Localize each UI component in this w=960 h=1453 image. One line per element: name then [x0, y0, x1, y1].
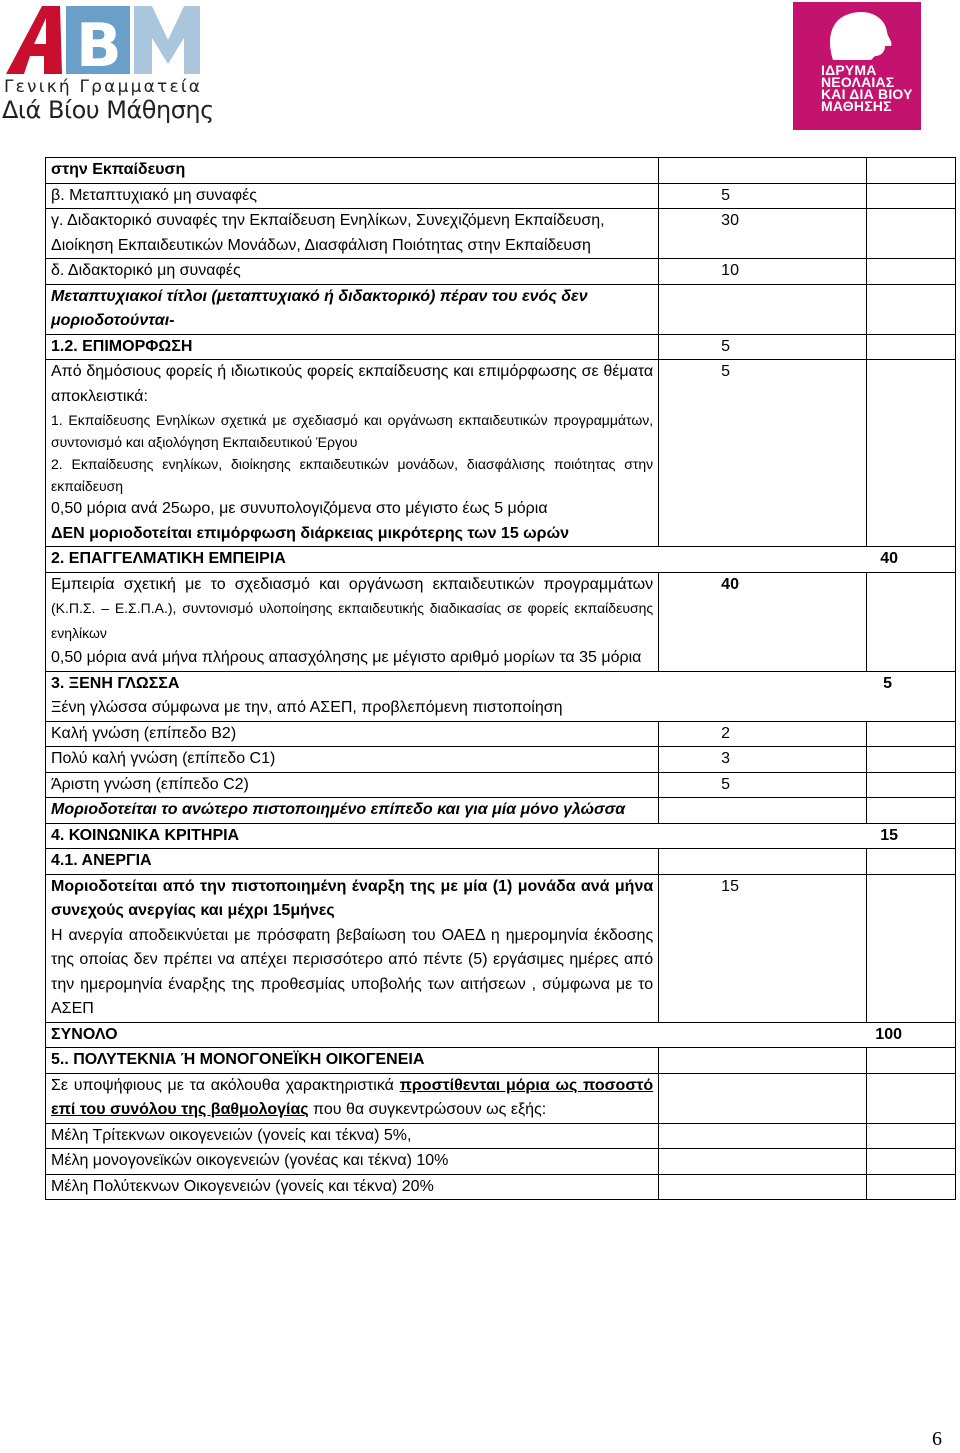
cell-total [866, 360, 955, 547]
cell-points [659, 1073, 866, 1123]
cell-text: Άριστη γνώση (επίπεδο C2) [46, 772, 659, 798]
paragraph: 0,50 μόρια ανά μήνα πλήρους απασχόλησης με μέγιστο αριθμό μορίων τα 35 μόρια [51, 649, 642, 666]
cell-text: δ. Διδακτορικό μη συναφές [46, 259, 659, 285]
cell-points [659, 1149, 866, 1175]
cell-total [866, 158, 955, 184]
cell-total [866, 572, 955, 671]
cell-total [866, 259, 955, 285]
text-part-emphasis: προστίθενται μόρια ως ποσοστό επί του συνόλου της βαθμολογίας [51, 1076, 654, 1118]
svg-text:B: B [76, 11, 122, 79]
cell-text: Μεταπτυχιακοί τίτλοι (μεταπτυχιακό ή διδακτορικό) πέραν του ενός δεν μοριοδοτούνται- [46, 284, 659, 334]
page-number: 6 [932, 1428, 942, 1450]
cell-text: Μέλη Πολύτεκνων Οικογενειών (γονείς και τέκνα) 20% [46, 1174, 659, 1200]
total-row [46, 1022, 956, 1048]
table-row [46, 572, 956, 671]
table-row [46, 1149, 956, 1175]
table-row [46, 823, 956, 849]
abm-logo-mark [4, 4, 200, 79]
text-part: Σε υποψήφιους με τα ακόλουθα χαρακτηριστικά [51, 1076, 400, 1094]
section-points: 15 [880, 826, 898, 844]
cell-total [866, 874, 955, 1022]
table-row [46, 284, 956, 334]
logo-line-1: Γενική Γραμματεία [4, 77, 203, 97]
cell-text [46, 1073, 659, 1123]
logo-text-line: ΜΑΘΗΣΗΣ [821, 98, 892, 114]
table-row [46, 1048, 956, 1074]
table-row [46, 849, 956, 875]
cell-text: στην Εκπαίδευση [46, 158, 659, 184]
cell-text [46, 360, 659, 547]
table-row [46, 874, 956, 1022]
logo-line-2: Διά Βίου Μάθησης [2, 96, 214, 124]
total-value: 100 [875, 1025, 902, 1043]
logo-text-line: ΝΕΟΛΑΙΑΣ [821, 74, 895, 90]
cell-total [866, 1174, 955, 1200]
logo-text [821, 64, 913, 112]
table-row [46, 671, 956, 721]
paragraph-part: Εμπειρία σχετική με το σχεδιασμό και οργάνωση εκπαιδευτικών προγραμμάτων [51, 575, 654, 593]
total-label: ΣΥΝΟΛΟ [51, 1025, 118, 1043]
table-row [46, 334, 956, 360]
logo-text-line: ΙΔΡΥΜΑ [821, 62, 877, 78]
section-points: 5 [883, 674, 892, 692]
text-part: που θα συγκεντρώσουν ως εξής: [308, 1101, 547, 1118]
table-row [46, 747, 956, 773]
cell-total [866, 1149, 955, 1175]
cell-points: 30 [659, 209, 866, 259]
paragraph: 1. Εκπαίδευσης Ενηλίκων σχετικά με σχεδιασμό και οργάνωση εκπαιδευτικών προγραμμάτων, συντονισμό και αξιολόγηση Εκπαιδευτικού Έργου [51, 412, 654, 450]
cell-points [659, 284, 866, 334]
cell-total [866, 209, 955, 259]
cell-total [866, 747, 955, 773]
cell-points [659, 798, 866, 824]
cell-total [866, 721, 955, 747]
cell-points: 5 [659, 360, 866, 547]
cell-points: 10 [659, 259, 866, 285]
paragraph: ΔΕΝ μοριοδοτείται επιμόρφωση διάρκειας μικρότερης των 15 ωρών [51, 524, 569, 542]
idryma-neolaias-logo [793, 2, 921, 130]
table-row [46, 1123, 956, 1149]
table-row [46, 360, 956, 547]
section-title: 3. ΞΕΝΗ ΓΛΩΣΣΑ [51, 674, 180, 692]
table-row [46, 259, 956, 285]
table-row [46, 183, 956, 209]
paragraph: Ξένη γλώσσα σύμφωνα με την, από ΑΣΕΠ, προβλεπόμενη πιστοποίηση [51, 699, 563, 716]
cell-text: γ. Διδακτορικό συναφές την Εκπαίδευση Ενηλίκων, Συνεχιζόμενη Εκπαίδευση, Διοίκηση Εκπαιδευτικών Μονάδων, Διασφάλιση Ποιότητας στην Εκπαίδευση [46, 209, 659, 259]
paragraph: Η ανεργία αποδεικνύεται με πρόσφατη βεβαίωση του ΟΑΕΔ η ημερομηνία έκδοσης της οποίας δεν πρέπει να απέχει περισσότερο από πέντε (5) εργάσιμες ημέρες από την ημερομηνία έναρξης της προθεσμίας υποβολής των αιτήσεων , σύμφωνα με το ΑΣΕΠ [51, 926, 654, 1017]
table-row [46, 772, 956, 798]
cell-total [866, 284, 955, 334]
paragraph: Μοριοδοτείται από την πιστοποιημένη έναρξη της με μία (1) μονάδα ανά μήνα συνεχούς ανεργίας και μέχρι 15μήνες [51, 877, 654, 919]
cell-text [46, 572, 659, 671]
section-heading: 1.2. ΕΠΙΜΟΡΦΩΣΗ [46, 334, 659, 360]
cell-points [659, 1123, 866, 1149]
table-row [46, 721, 956, 747]
table-row [46, 798, 956, 824]
table-row [46, 547, 956, 573]
cell-total [866, 798, 955, 824]
cell-text: β. Μεταπτυχιακό μη συναφές [46, 183, 659, 209]
scoring-table [45, 157, 956, 1200]
cell-points: 5 [659, 334, 866, 360]
paragraph: Από δημόσιους φορείς ή ιδιωτικούς φορείς εκπαίδευσης και επιμόρφωσης σε θέματα αποκλειστικά: [51, 363, 654, 405]
cell-points: 5 [659, 183, 866, 209]
cell-text: Μέλη Τρίτεκνων οικογενειών (γονείς και τέκνα) 5%, [46, 1123, 659, 1149]
table-row [46, 158, 956, 184]
cell-points [659, 158, 866, 184]
table-row [46, 209, 956, 259]
section-heading [46, 547, 956, 573]
section-heading [46, 823, 956, 849]
cell-points [659, 849, 866, 875]
cell-text: Καλή γνώση (επίπεδο Β2) [46, 721, 659, 747]
cell-text: Μοριοδοτείται το ανώτερο πιστοποιημένο επίπεδο και για μία μόνο γλώσσα [46, 798, 659, 824]
section-title: 2. ΕΠΑΓΓΕΛΜΑΤΙΚΗ ΕΜΠΕΙΡΙΑ [51, 550, 286, 567]
section-heading [46, 671, 956, 721]
cell-points [659, 1048, 866, 1074]
paragraph: 2. Εκπαίδευσης ενηλίκων, διοίκησης εκπαιδευτικών μονάδων, διασφάλισης ποιότητας στην εκπαίδευση [51, 456, 654, 494]
cell-total [866, 1123, 955, 1149]
section-points: 40 [880, 550, 898, 567]
cell-total [866, 1073, 955, 1123]
cell-total [866, 1048, 955, 1074]
section-heading: 4.1. ΑΝΕΡΓΙΑ [46, 849, 659, 875]
cell-total [866, 849, 955, 875]
cell-text: Πολύ καλή γνώση (επίπεδο C1) [46, 747, 659, 773]
cell-text [46, 874, 659, 1022]
section-heading: 5.. ΠΟΛΥΤΕΚΝΙΑ Ή ΜΟΝΟΓΟΝΕΪΚΗ ΟΙΚΟΓΕΝΕΙΑ [46, 1048, 659, 1074]
logo-text-line: ΚΑΙ ΔΙΑ ΒΙΟΥ [821, 86, 913, 102]
cell-points: 2 [659, 721, 866, 747]
cell-points: 5 [659, 772, 866, 798]
cell-total [866, 772, 955, 798]
paragraph-part: (Κ.Π.Σ. – Ε.Σ.Π.Α.), συντονισμό υλοποίησης εκπαιδευτικής διαδικασίας σε φορείς εκπαίδευσης ενηλίκων [51, 600, 654, 641]
table-row [46, 1073, 956, 1123]
cell-points: 3 [659, 747, 866, 773]
cell-text: Μέλη μονογονεϊκών οικογενειών (γονέας και τέκνα) 10% [46, 1149, 659, 1175]
cell-points: 40 [659, 572, 866, 671]
paragraph [51, 573, 653, 647]
paragraph: 0,50 μόρια ανά 25ωρο, με συνυπολογιζόμενα στο μέγιστο έως 5 μόρια [51, 500, 548, 517]
cell-points: 15 [659, 874, 866, 1022]
section-title: 4. ΚΟΙΝΩΝΙΚΑ ΚΡΙΤΗΡΙΑ [51, 826, 240, 844]
table-row [46, 1174, 956, 1200]
table-row [46, 1022, 956, 1048]
cell-total [866, 183, 955, 209]
head-profile-icon [793, 2, 921, 62]
cell-points [659, 1174, 866, 1200]
cell-total [866, 334, 955, 360]
